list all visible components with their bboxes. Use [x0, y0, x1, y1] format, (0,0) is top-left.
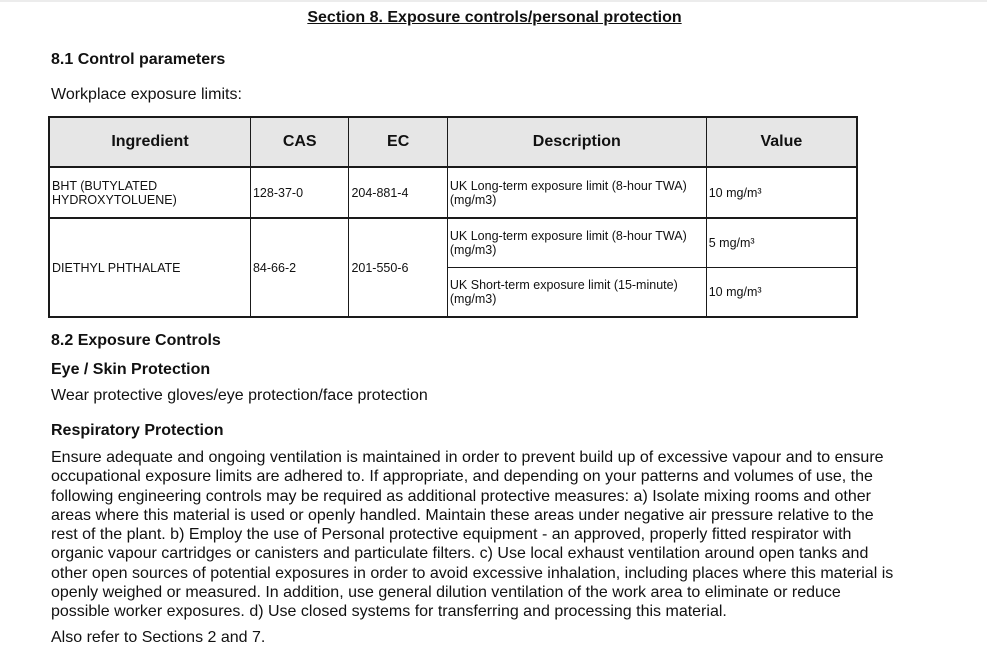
- paragraph-line: occupational exposure limits are adhered to. If appropriate, and depending on your patterns and volumes of use, the: [51, 468, 873, 486]
- value-cell: 5 mg/m³: [706, 218, 857, 268]
- description-line: UK Long-term exposure limit (8-hour TWA): [449, 178, 687, 193]
- description-unit: (mg/m3): [449, 292, 497, 306]
- ingredient-name-line: HYDROXYTOLUENE): [52, 192, 177, 207]
- paragraph-line: other open sources of potential exposures in order to avoid excessive inhalation, including places where this material is: [51, 564, 894, 582]
- description-cell: [447, 268, 706, 318]
- section-title-text: Section 8. Exposure controls/personal protection: [307, 9, 682, 26]
- description-cell: [447, 218, 706, 268]
- eye-skin-protection-text: Wear protective gloves/eye protection/face protection: [51, 387, 428, 404]
- table-row: [49, 218, 857, 268]
- header-cas: CAS: [250, 117, 348, 167]
- ingredient-cell: DIETHYL PHTHALATE: [49, 218, 250, 317]
- section-title: [0, 9, 987, 27]
- paragraph-line: areas where this material is used or openly handled. Maintain these areas under negative air pressure relative to the: [51, 506, 874, 524]
- paragraph-line: following engineering controls may be required as additional protective measures: a) Isolate mixing rooms and other: [51, 487, 871, 505]
- value-cell: 10 mg/m³: [706, 268, 857, 318]
- header-ec: EC: [349, 117, 447, 167]
- cas-cell: 84-66-2: [250, 218, 348, 317]
- paragraph-line: possible worker exposures. d) Use closed systems for transferring and processing this material.: [51, 603, 727, 621]
- paragraph-line: organic vapour cartridges or canisters and particulate filters. c) Use local exhaust ventilation around open tanks and: [51, 545, 869, 563]
- value-cell: 10 mg/m³: [706, 167, 857, 218]
- exposure-limits-table: [48, 116, 858, 318]
- description-unit: (mg/m3): [449, 192, 497, 207]
- paragraph-line: rest of the plant. b) Employ the use of Personal protective equipment - an approved, properly fitted respirator with: [51, 526, 852, 544]
- description-unit: (mg/m3): [449, 243, 497, 257]
- description-line: UK Short-term exposure limit (15-minute): [449, 278, 678, 292]
- ec-cell: 204-881-4: [349, 167, 447, 218]
- paragraph-line: openly weighed or measured. In addition, use general dilution ventilation of the work area to eliminate or reduce: [51, 584, 841, 602]
- ec-cell: 201-550-6: [349, 218, 447, 317]
- paragraph-line: Ensure adequate and ongoing ventilation is maintained in order to prevent build up of excessive vapour and to ensure: [51, 449, 884, 466]
- ingredient-name-line: BHT (BUTYLATED: [52, 178, 158, 193]
- also-refer-text: Also refer to Sections 2 and 7.: [51, 629, 266, 646]
- header-description: Description: [447, 117, 706, 167]
- exposure-controls-heading: 8.2 Exposure Controls: [51, 332, 221, 349]
- respiratory-protection-paragraph: [51, 448, 951, 622]
- description-cell: [447, 167, 706, 218]
- table-row: [49, 167, 857, 218]
- respiratory-protection-heading: Respiratory Protection: [51, 422, 224, 439]
- workplace-exposure-limits-label: Workplace exposure limits:: [51, 86, 242, 103]
- header-ingredient: Ingredient: [49, 117, 250, 167]
- ingredient-cell: [49, 167, 250, 218]
- header-value: Value: [706, 117, 857, 167]
- page-top-border: [0, 0, 987, 2]
- table-header-row: [49, 117, 857, 167]
- cas-cell: 128-37-0: [250, 167, 348, 218]
- description-line: UK Long-term exposure limit (8-hour TWA): [449, 229, 687, 243]
- eye-skin-protection-heading: Eye / Skin Protection: [51, 361, 211, 378]
- control-parameters-heading: 8.1 Control parameters: [51, 51, 226, 68]
